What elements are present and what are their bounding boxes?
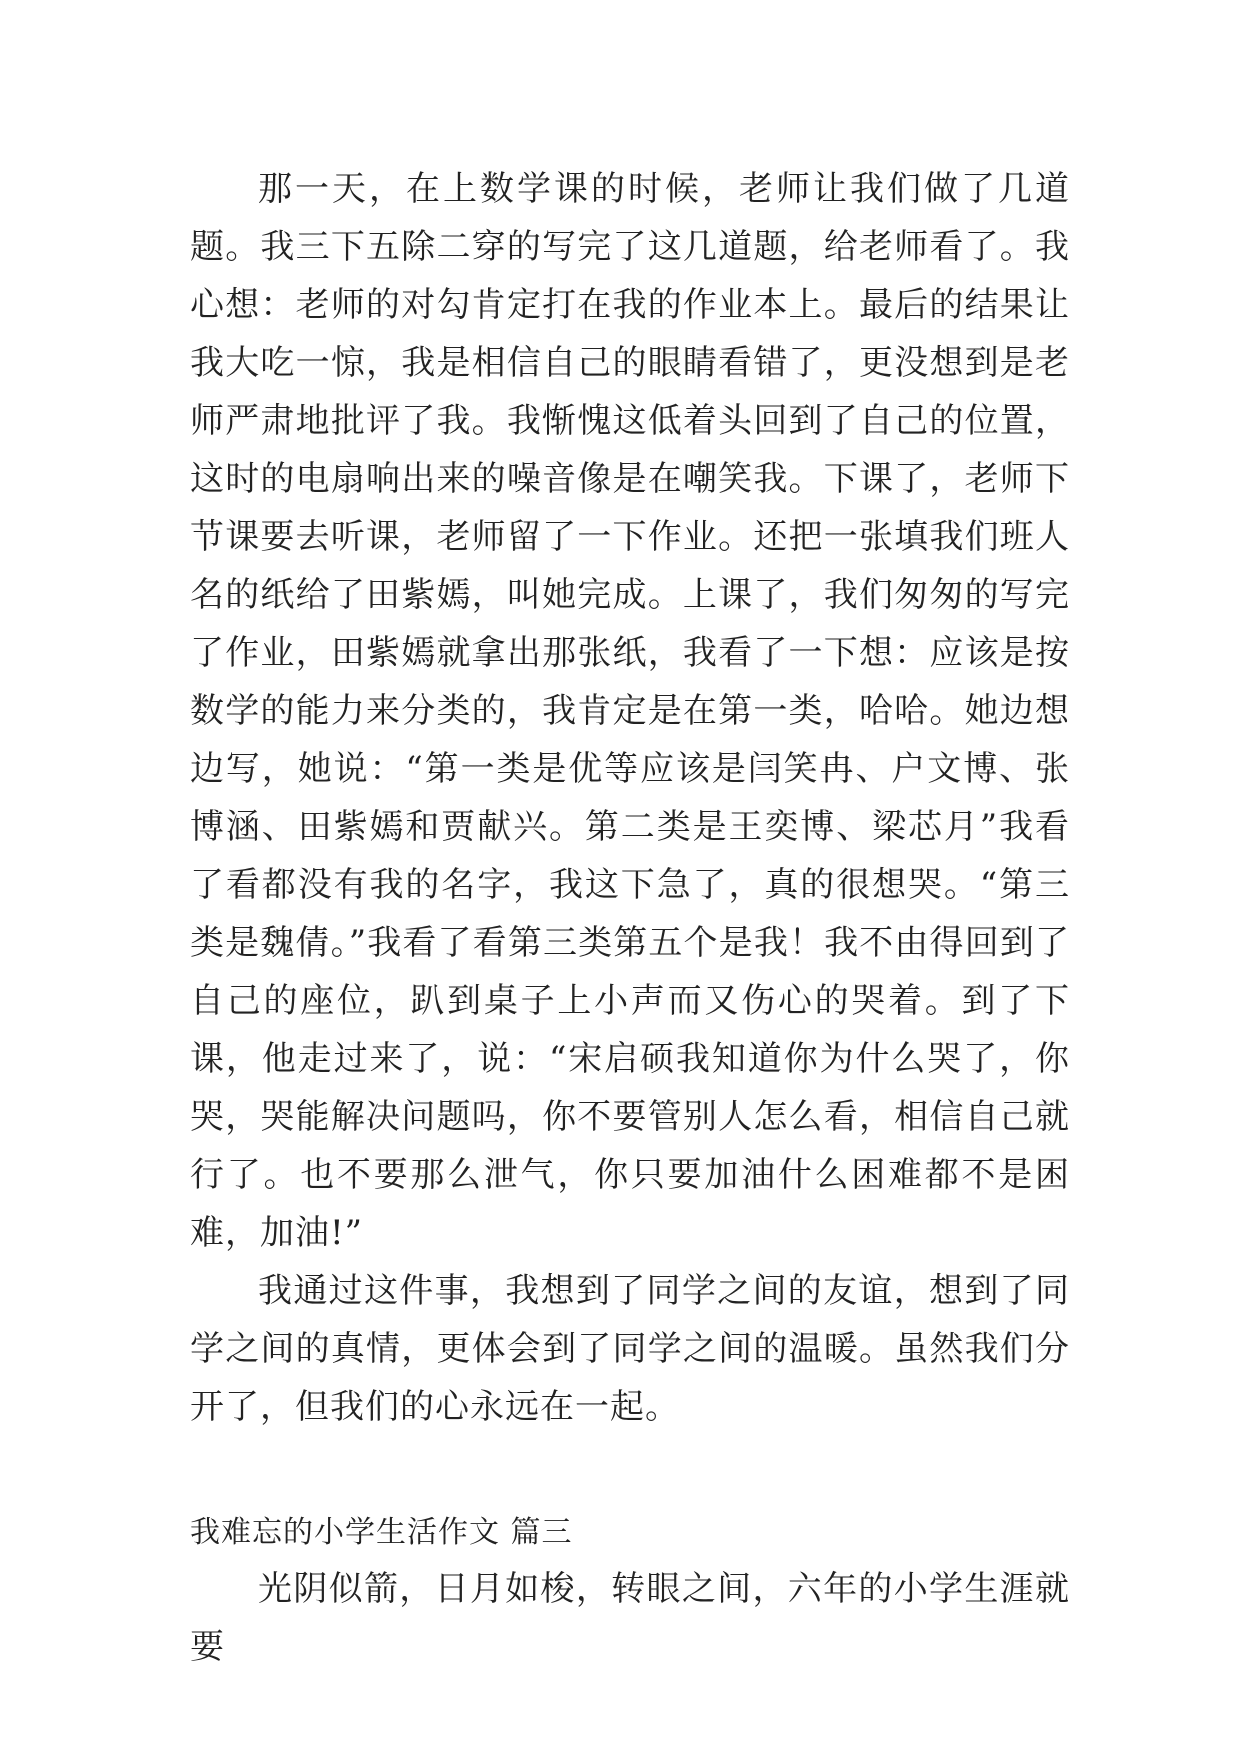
body-paragraph: 我通过这件事，我想到了同学之间的友谊，想到了同学之间的真情，更体会到了同学之间的温暖。虽然我们分开了，但我们的心永远在一起。 [190, 1271, 1070, 1427]
body-paragraph: 光阴似箭，日月如梭，转眼之间，六年的小学生涯就要 [190, 1569, 1070, 1667]
document-body [190, 160, 1070, 1676]
section-title: 我难忘的小学生活作文 篇三 [190, 1515, 573, 1550]
body-paragraph: 那一天，在上数学课的时候，老师让我们做了几道题。我三下五除二穿的写完了这几道题，给老师看了。我心想：老师的对勾肯定打在我的作业本上。最后的结果让我大吃一惊，我是相信自己的眼睛看错了，更没想到是老师严肃地批评了我。我惭愧这低着头回到了自己的位置，这时的电扇响出来的噪音像是在嘲笑我。下课了，老师下节课要去听课，老师留了一下作业。还把一张填我们班人名的纸给了田紫嫣，叫她完成。上课了，我们匆匆的写完了作业，田紫嫣就拿出那张纸，我看了一下想：应该是按数学的能力来分类的，我肯定是在第一类，哈哈。她边想边写，她说：“第一类是优等应该是闫笑冉、户文博、张博涵、田紫嫣和贾献兴。第二类是王奕博、梁芯月”我看了看都没有我的名字，我这下急了，真的很想哭。“第三类是魏倩。”我看了看第三类第五个是我！我不由得回到了自己的座位，趴到桌子上小声而又伤心的哭着。到了下课，他走过来了，说：“宋启硕我知道你为什么哭了，你哭，哭能解决问题吗，你不要管别人怎么看，相信自己就行了。也不要那么泄气，你只要加油什么困难都不是困难，加油!” [190, 169, 1070, 1253]
